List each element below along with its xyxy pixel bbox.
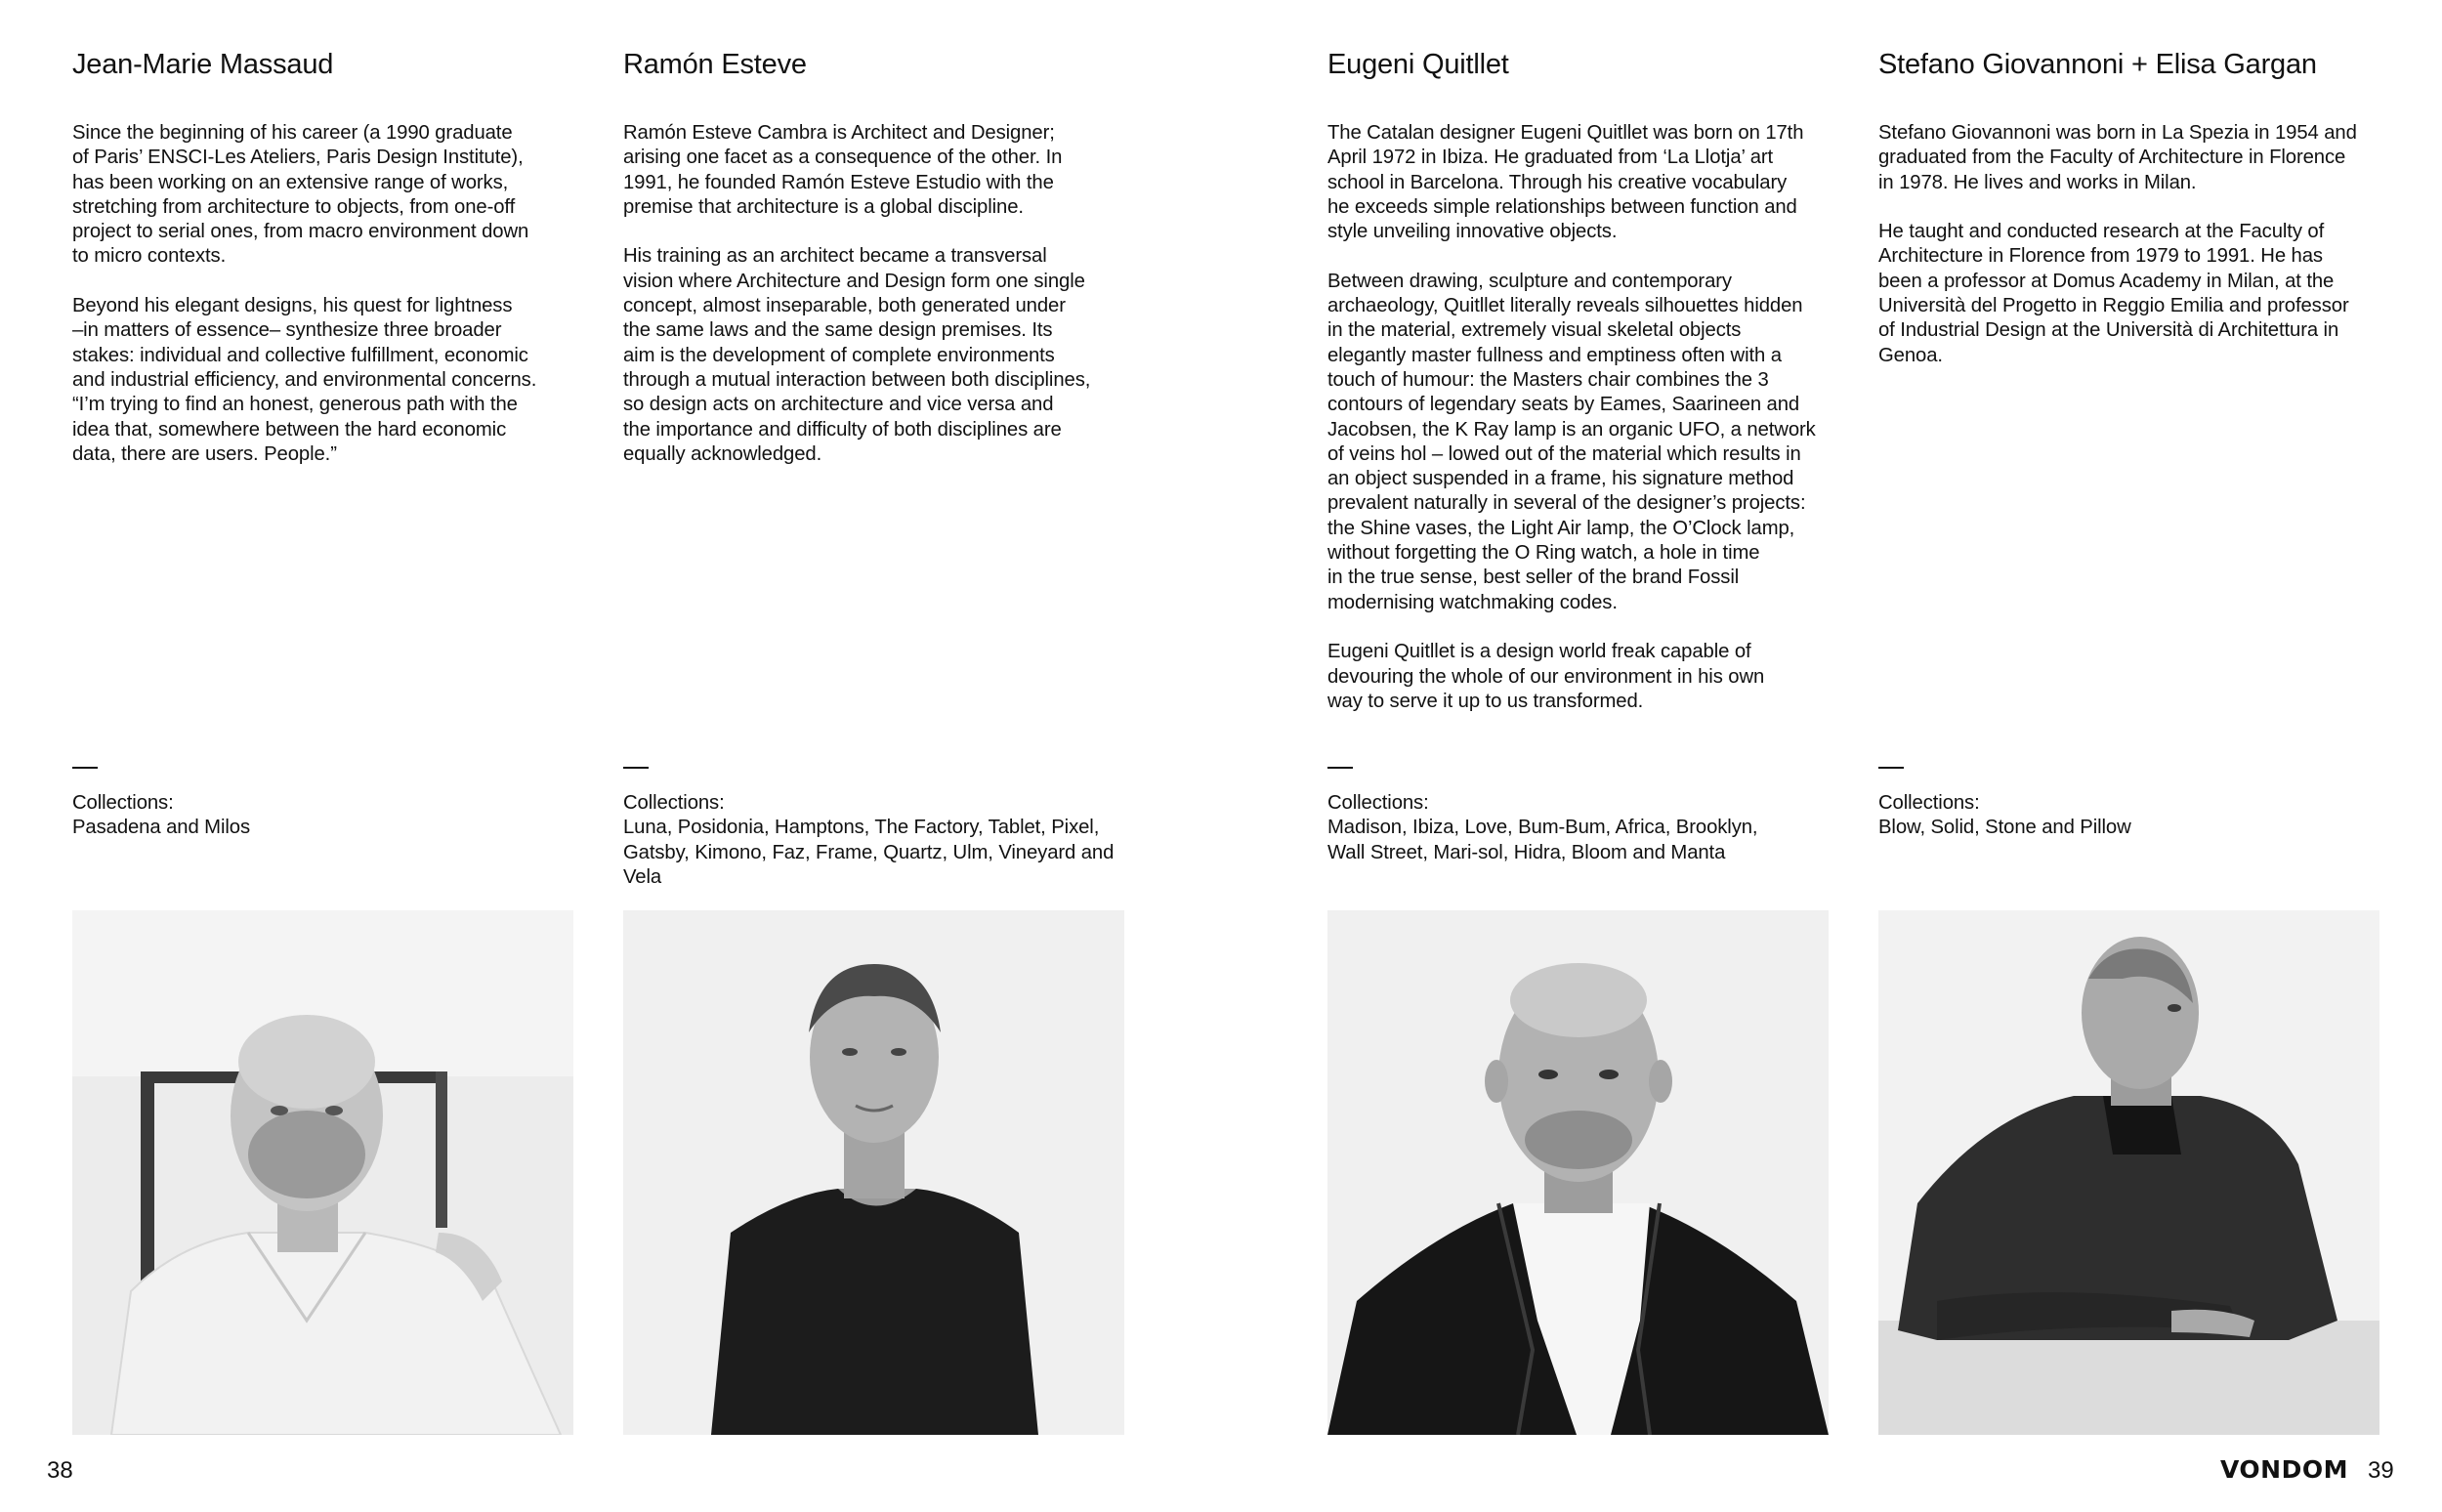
designer-bio: [72, 121, 575, 491]
portrait-image: [623, 910, 1124, 1435]
collections-label: Collections:: [1878, 792, 1980, 814]
bio-paragraph: The Catalan designer Eugeni Quitllet was born on 17th April 1972 in Ibiza. He graduated from ‘La Llotja’ art school in Barcelona. Through his creative vocabulary he exceeds simple relationships between function and style unveiling innovative objects.: [1327, 122, 1804, 243]
page-number-left: 38: [47, 1457, 73, 1484]
designer-portrait-photo: [1878, 910, 2379, 1435]
designer-portrait-photo: [623, 910, 1124, 1435]
designer-column-quitllet: [1327, 0, 1831, 1512]
collections-label: Collections:: [1327, 792, 1429, 814]
portrait-image: [1327, 910, 1829, 1435]
bio-paragraph: Eugeni Quitllet is a design world freak capable of devouring the whole of our environment in his own way to serve it up to us transformed.: [1327, 641, 1765, 712]
designer-portrait-photo: [1327, 910, 1829, 1435]
section-divider: [1327, 767, 1353, 769]
portrait-image: [1878, 910, 2379, 1435]
section-divider: [1878, 767, 1904, 769]
designer-name: Eugeni Quitllet: [1327, 49, 1509, 80]
bio-paragraph: Stefano Giovannoni was born in La Spezia in 1954 and graduated from the Faculty of Architecture in Florence in 1978. He lives and works in Milan.: [1878, 122, 2357, 193]
collections-list: Blow, Solid, Stone and Pillow: [1878, 817, 2131, 839]
designer-name: Jean-Marie Massaud: [72, 49, 334, 80]
brand-logo: VONDOM: [2220, 1455, 2348, 1484]
designer-column-massaud: [72, 0, 575, 1512]
designer-bio: [1878, 121, 2381, 393]
bio-paragraph: Between drawing, sculpture and contemporary archaeology, Quitllet literally reveals silhouettes hidden in the material, extremely visual skeletal objects elegantly master fullness and emptiness often with a touch of humour: the Masters chair combines the 3 contours of legendary seats by Eames, Saarineen and Jacobsen, the K Ray lamp is an organic UFO, a network of veins hol – lowed out of the material which results in an object suspended in a frame, his signature method prevalent naturally in several of the designer’s projects: the Shine vases, the Light Air lamp, the O’Clock lamp, without forgetting the O Ring watch, a hole in time in the true sense, best seller of the brand Fossil modernising watchmaking codes.: [1327, 270, 1816, 613]
portrait-image: [72, 910, 573, 1435]
designer-portrait-photo: [72, 910, 573, 1435]
bio-paragraph: He taught and conducted research at the Faculty of Architecture in Florence from 1979 to 1991. He has been a professor at Domus Academy in Milan, at the Università del Progetto in Reggio Emilia and professor of Industrial Design at the Università di Architettura in Genoa.: [1878, 221, 2349, 366]
collections-label: Collections:: [623, 792, 725, 814]
bio-paragraph: Beyond his elegant designs, his quest for lightness –in matters of essence– synthesize three broader stakes: individual and collective fulfillment, economic and industrial efficiency, and environmental concerns. “I’m trying to find an honest, generous path with the idea that, somewhere between the hard economic data, there are users. People.”: [72, 295, 537, 465]
designer-bio: [1327, 121, 1831, 738]
collections-list: Madison, Ibiza, Love, Bum-Bum, Africa, Brooklyn, Wall Street, Mari-sol, Hidra, Bloom and Manta: [1327, 817, 1758, 863]
bio-paragraph: Since the beginning of his career (a 1990 graduate of Paris’ ENSCI-Les Ateliers, Paris Design Institute), has been working on an extensive range of works, stretching from architecture to objects, from one-off project to serial ones, from macro environment down to micro contexts.: [72, 122, 529, 268]
section-divider: [623, 767, 649, 769]
collections-list: Luna, Posidonia, Hamptons, The Factory, Tablet, Pixel, Gatsby, Kimono, Faz, Frame, Quartz, Ulm, Vineyard and Vela: [623, 817, 1115, 888]
bio-paragraph: His training as an architect became a transversal vision where Architecture and Design form one single concept, almost inseparable, both generated under the same laws and the same design premises. Its aim is the development of complete environments through a mutual interaction between both disciplines, so design acts on architecture and vice versa and the importance and difficulty of both disciplines are equally acknowledged.: [623, 245, 1091, 465]
designer-column-giovannoni-gargan: [1878, 0, 2381, 1512]
collections-label: Collections:: [72, 792, 174, 814]
designer-name: Stefano Giovannoni + Elisa Gargan: [1878, 49, 2317, 80]
designer-bio: [623, 121, 1126, 491]
page-number-right: 39: [2368, 1457, 2394, 1484]
designer-column-esteve: [623, 0, 1126, 1512]
section-divider: [72, 767, 98, 769]
collections-block: [1878, 791, 2381, 841]
bio-paragraph: Ramón Esteve Cambra is Architect and Designer; arising one facet as a consequence of the other. In 1991, he founded Ramón Esteve Estudio with the premise that architecture is a global discipline.: [623, 122, 1063, 218]
designer-name: Ramón Esteve: [623, 49, 807, 80]
collections-block: [72, 791, 575, 841]
collections-list: Pasadena and Milos: [72, 817, 250, 839]
collections-block: [623, 791, 1126, 890]
collections-block: [1327, 791, 1831, 865]
